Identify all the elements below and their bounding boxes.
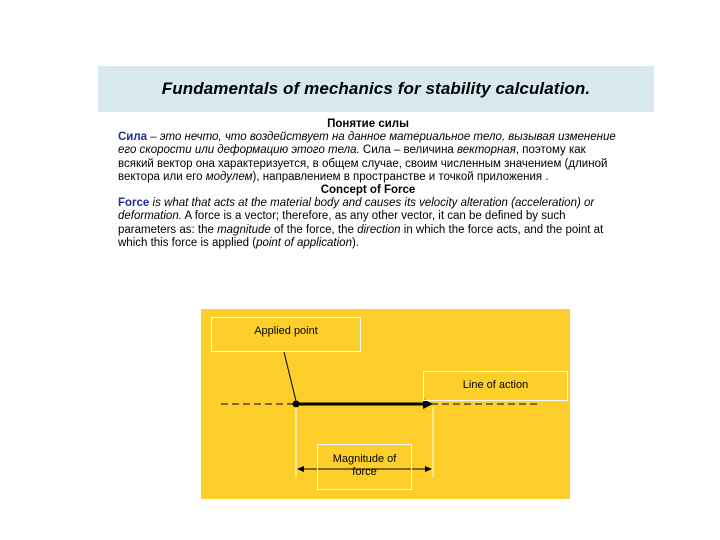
text-body (118, 118, 618, 250)
english-p4: in which the force acts, and the point at which this force is applied ( (118, 223, 604, 249)
magnitude-arrow-right (425, 466, 432, 472)
russian-paragraph (118, 131, 618, 184)
russian-modulus-word: модулем (205, 170, 253, 183)
magnitude-label-line-2: force (352, 466, 377, 478)
magnitude-label-line-1: Magnitude of (332, 453, 397, 465)
english-heading: Concept of Force (320, 184, 416, 197)
english-magnitude-word: magnitude (217, 223, 271, 236)
force-diagram (201, 309, 570, 499)
english-term: Force (118, 197, 150, 210)
russian-heading: Понятие силы (327, 118, 409, 130)
line-of-action-box (423, 371, 568, 401)
magnitude-arrow-left (297, 466, 304, 472)
russian-p1: – это нечто, что воздействует на данное материальное тело, вызывая изменение его скорости или деформацию этого тела. (118, 131, 616, 157)
english-p2: A force is a vector; therefore, as any other vector, it can be defined by such parameters as: the (118, 210, 566, 236)
magnitude-box (317, 444, 412, 490)
page-title: Fundamentals of mechanics for stability calculation. (161, 79, 591, 98)
english-paragraph (118, 197, 618, 250)
english-p5: ). (351, 236, 359, 249)
russian-term: Сила (118, 131, 148, 144)
applied-point-label: Applied point (254, 325, 318, 337)
russian-vector-word: векторная (457, 144, 516, 157)
line-of-action-label: Line of action (462, 379, 529, 391)
applied-point-leader (284, 352, 296, 401)
english-p3: of the force, the (270, 223, 358, 236)
title-banner (98, 66, 654, 112)
russian-p3: , поэтому как всякий вектор она характеризуется, в общем случае, своим численным значением (длиной вектора или его (118, 144, 608, 183)
russian-p4: ), направлением в пространстве и точкой приложения . (252, 170, 549, 183)
russian-p2: Сила – величина (359, 144, 458, 157)
applied-point-box (211, 317, 361, 352)
english-direction-word: direction (357, 223, 401, 236)
applied-point-dot (293, 401, 300, 408)
english-p1: is what that acts at the material body and causes its velocity alteration (acceleration) or deformation. (118, 197, 595, 223)
english-point-word: point of application (256, 236, 352, 249)
